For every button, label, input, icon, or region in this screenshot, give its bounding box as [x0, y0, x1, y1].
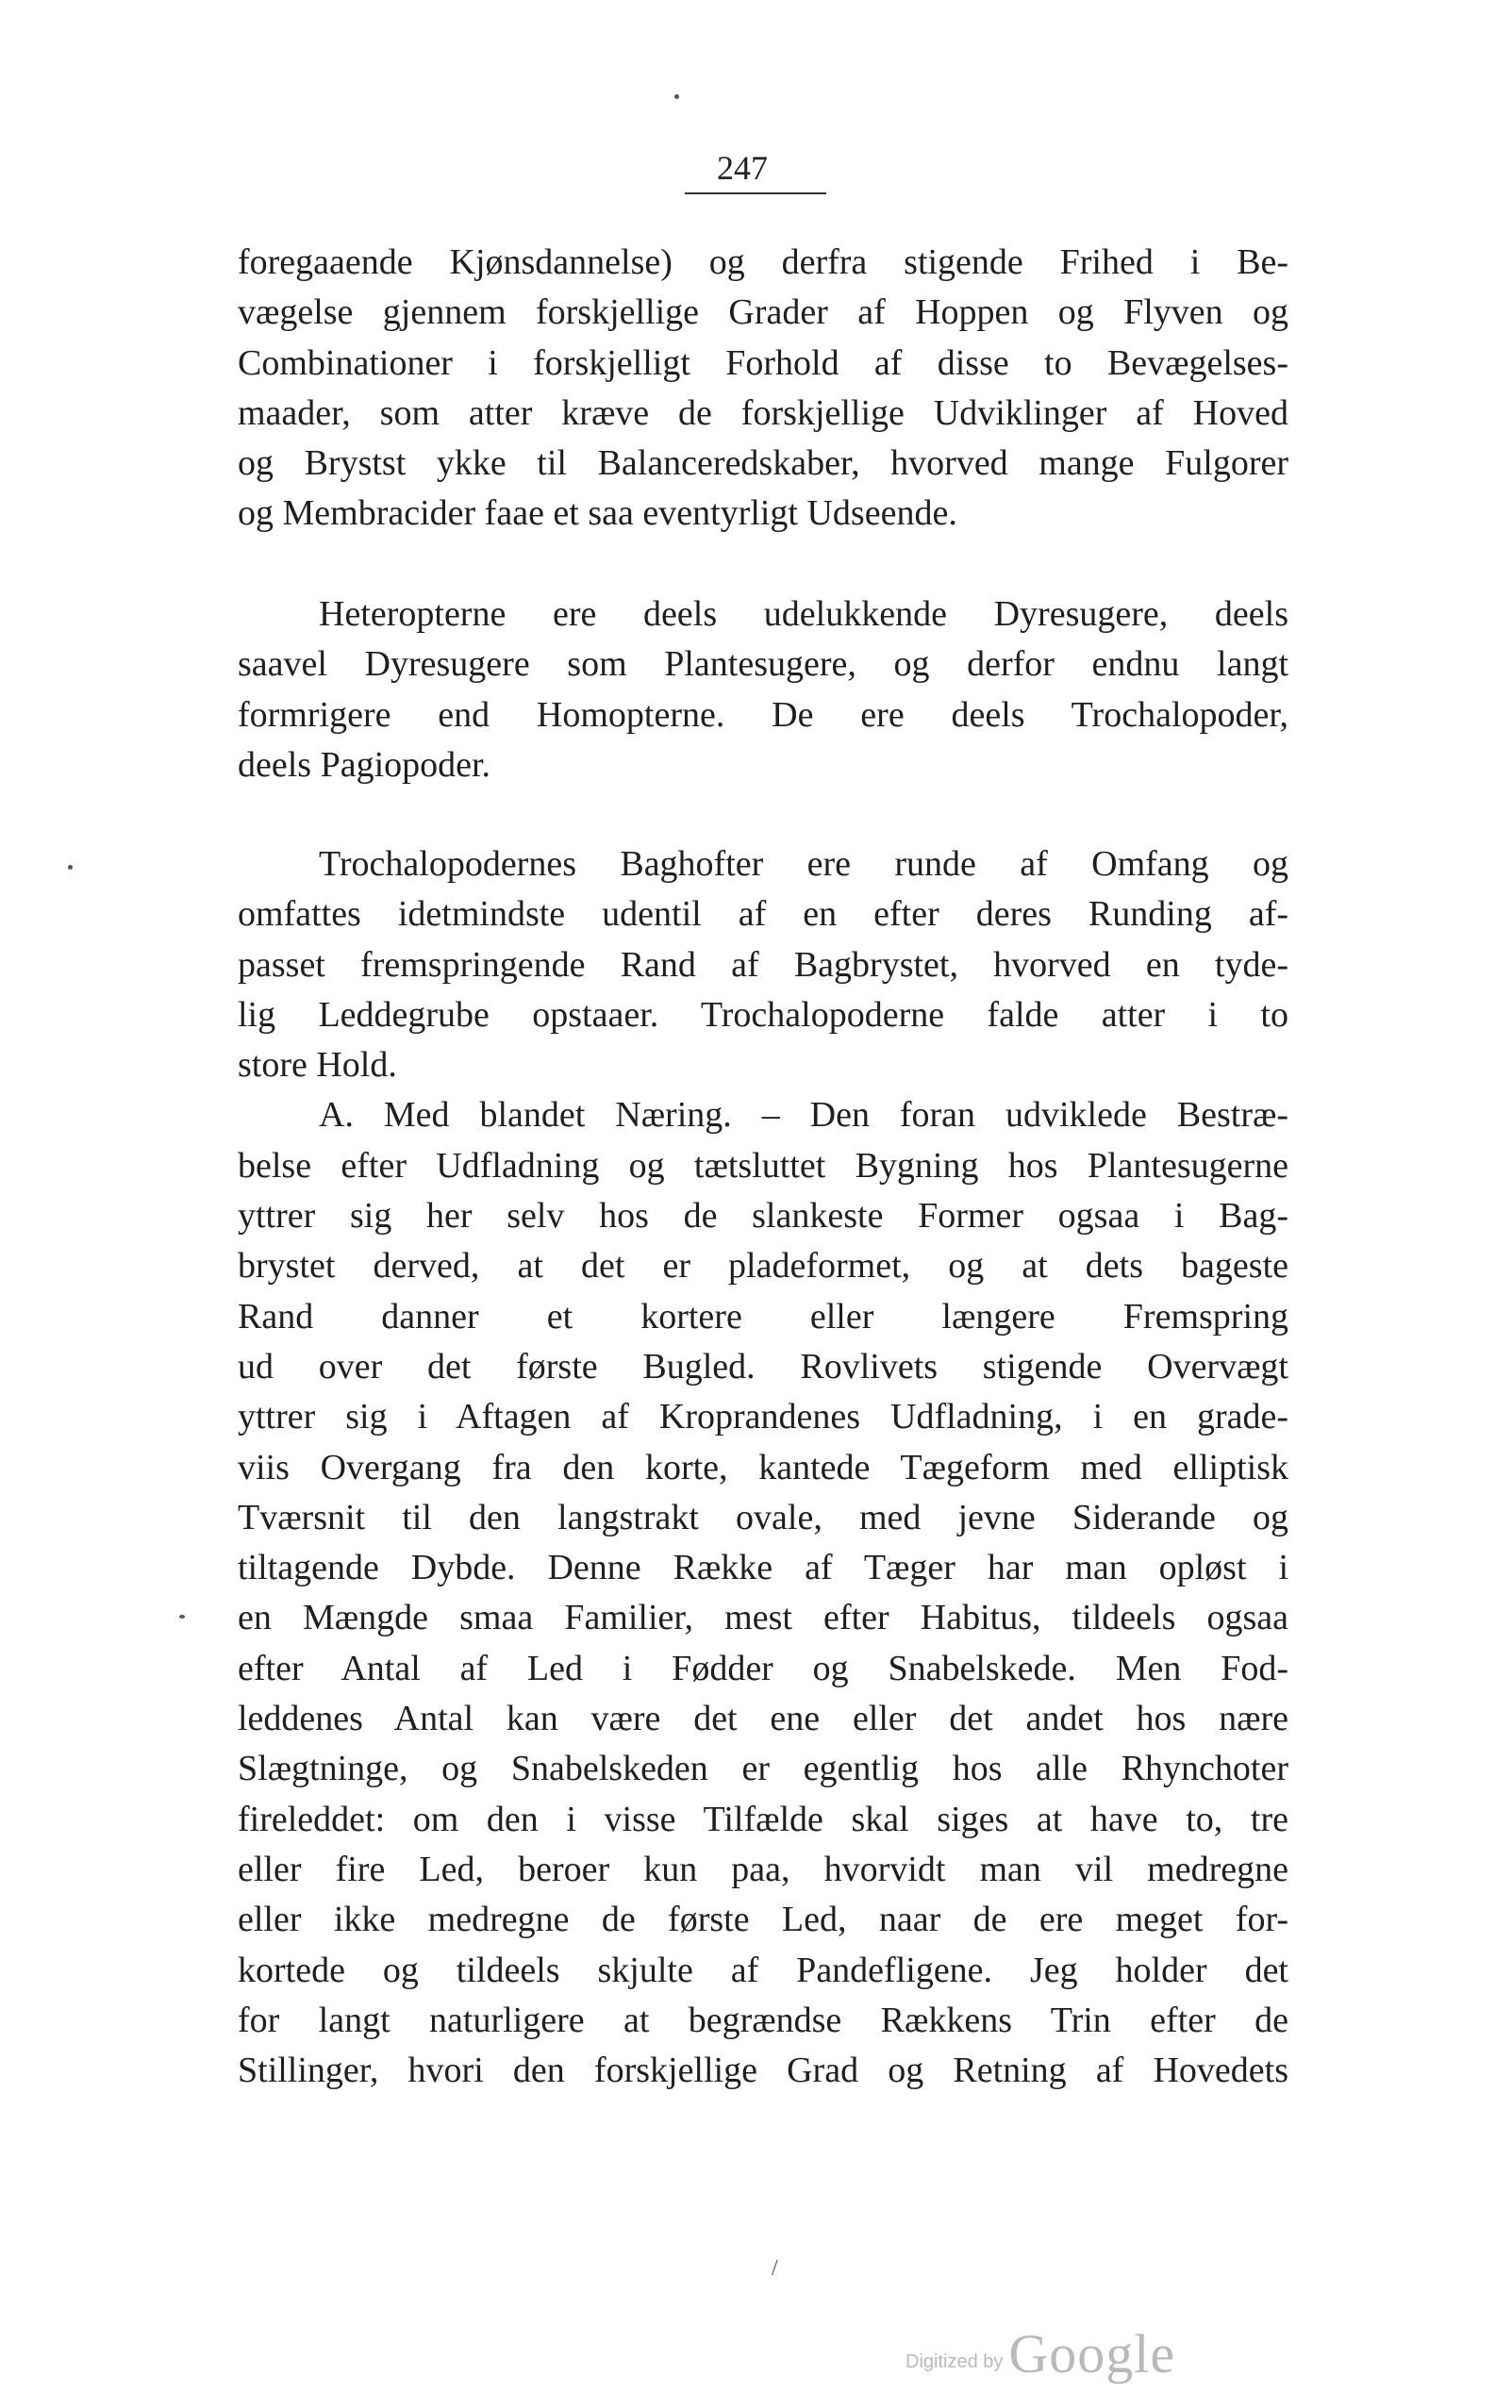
page-number-rule — [685, 192, 826, 194]
text-line: ud over det første Bugled. Rovlivets stigende Overvægt — [238, 1346, 1288, 1387]
scan-speck — [674, 94, 679, 99]
text-line: belse efter Udfladning og tætsluttet Bygning hos Plantesugerne — [238, 1145, 1288, 1186]
text-line: passet fremspringende Rand af Bagbrystet, hvorved en tyde- — [238, 944, 1288, 985]
text-line: Slægtninge, og Snabelskeden er egentlig hos alle Rhynchoter — [238, 1749, 1288, 1789]
text-line: fireleddet: om den i visse Tilfælde skal siges at have to, tre — [238, 1799, 1288, 1839]
text-line: viis Overgang fra den korte, kantede Tægeform med elliptisk — [238, 1447, 1288, 1487]
text-line: efter Antal af Led i Fødder og Snabelskede. Men Fod- — [238, 1648, 1288, 1688]
text-line: yttrer sig her selv hos de slankeste Former ogsaa i Bag- — [238, 1196, 1288, 1237]
google-watermark — [906, 2317, 1175, 2383]
text-line: eller ikke medregne de første Led, naar de ere meget for- — [238, 1900, 1288, 1940]
text-line: saavel Dyresugere som Plantesugere, og derfor endnu langt — [238, 644, 1288, 685]
watermark-google-logo: Google — [1008, 2323, 1176, 2384]
text-line: Stillinger, hvori den forskjellige Grad og Retning af Hovedets — [238, 2051, 1288, 2091]
text-line: Heteropterne ere deels udelukkende Dyresugere, deels — [319, 594, 1288, 634]
text-line: brystet derved, at det er pladeformet, og at dets bageste — [238, 1246, 1288, 1287]
text-line: for langt naturligere at begrændse Rækkens Trin efter de — [238, 2000, 1288, 2040]
text-line: lig Leddegrube opstaaer. Trochalopoderne falde atter i to — [238, 994, 1288, 1035]
text-line: og Brystst ykke til Balanceredskaber, hvorved mange Fulgorer — [238, 443, 1288, 484]
text-line: formrigere end Homopterne. De ere deels Trochalopoder, — [238, 694, 1288, 735]
text-line: tiltagende Dybde. Denne Række af Tæger har man opløst i — [238, 1548, 1288, 1588]
text-line: foregaaende Kjønsdannelse) og derfra stigende Frihed i Be- — [238, 242, 1288, 282]
text-line: Combinationer i forskjelligt Forhold af disse to Bevægelses- — [238, 342, 1288, 383]
paragraph-3 — [238, 839, 1288, 2096]
paragraph-1 — [238, 238, 1288, 540]
text-line: Rand danner et kortere eller længere Fremspring — [238, 1296, 1288, 1337]
text-line: yttrer sig i Aftagen af Kroprandenes Udfladning, i en grade- — [238, 1397, 1288, 1437]
text-line: en Mængde smaa Familier, mest efter Habitus, tildeels ogsaa — [238, 1598, 1288, 1638]
text-line: maader, som atter kræve de forskjellige Udviklinger af Hoved — [238, 392, 1288, 433]
scan-speck — [68, 865, 73, 870]
text-line: deels Pagiopoder. — [238, 744, 491, 785]
text-line: Tværsnit til den langstrakt ovale, med jevne Siderande og — [238, 1497, 1288, 1537]
text-line: leddenes Antal kan være det ene eller det andet hos nære — [238, 1699, 1288, 1739]
text-line: vægelse gjennem forskjellige Grader af Hoppen og Flyven og — [238, 292, 1288, 333]
text-line: og Membracider faae et saa eventyrligt Udseende. — [238, 493, 957, 534]
text-line: kortede og tildeels skjulte af Pandefligene. Jeg holder det — [238, 1950, 1288, 1990]
footer-mark: / — [772, 2256, 778, 2281]
scan-speck — [179, 1615, 185, 1619]
text-line: eller fire Led, beroer kun paa, hvorvidt man vil medregne — [238, 1849, 1288, 1889]
text-line: Trochalopodernes Baghofter ere runde af Omfang og — [319, 844, 1288, 884]
watermark-digitized-by: Digitized by — [906, 2351, 1004, 2372]
page-number: 247 — [717, 149, 768, 187]
paragraph-2 — [238, 590, 1288, 790]
text-line: A. Med blandet Næring. – Den foran udviklede Bestræ- — [319, 1095, 1288, 1136]
text-line: store Hold. — [238, 1045, 397, 1086]
text-line: omfattes idetmindste udentil af en efter deres Runding af- — [238, 894, 1288, 935]
